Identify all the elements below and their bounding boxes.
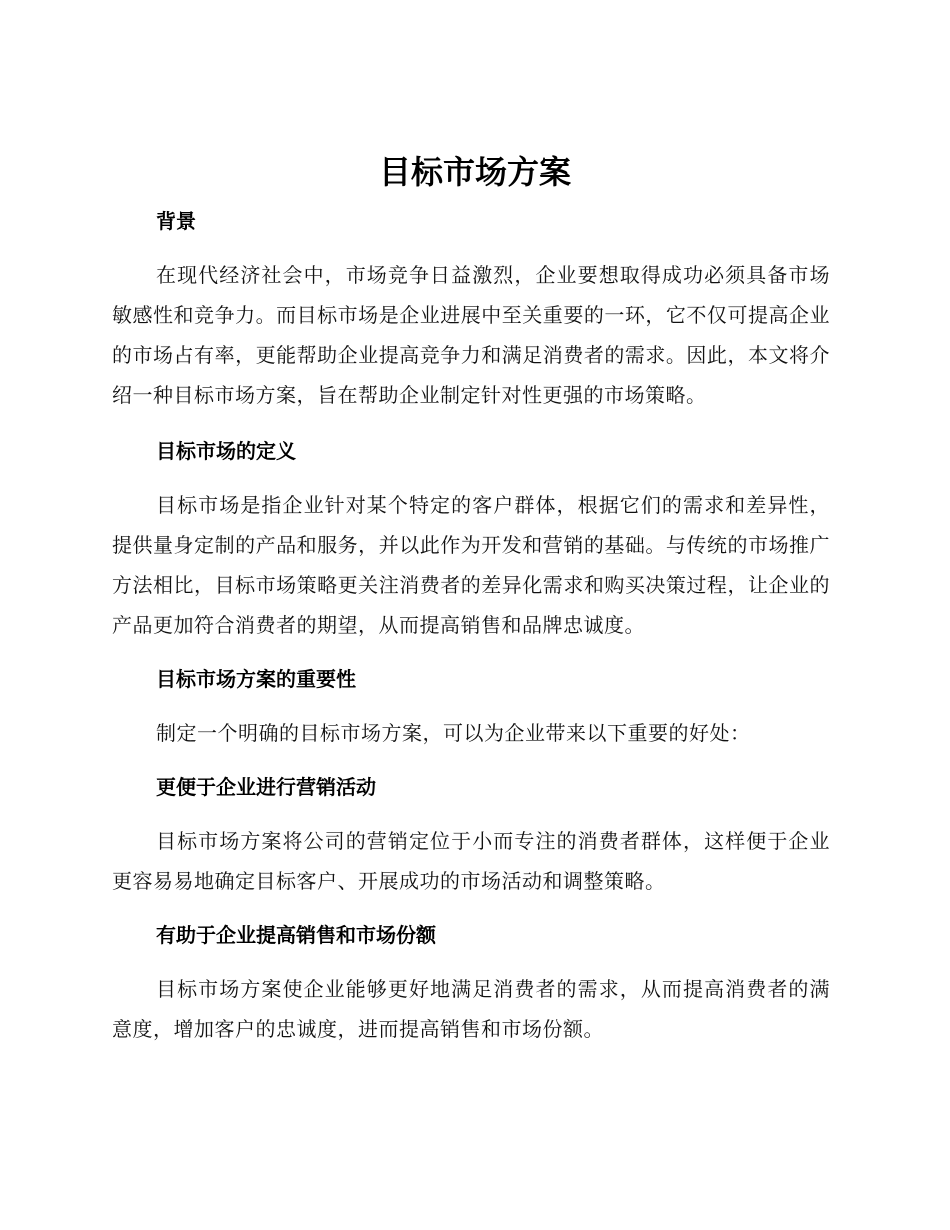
section-paragraph-background: 在现代经济社会中，市场竞争日益激烈，企业要想取得成功必须具备市场敏感性和竞争力。而目标市场是企业进展中至关重要的一环，它不仅可提高企业的市场占有率，更能帮助企业提高竞争力和满足消费者的需求。因此，本文将介绍一种目标市场方案，旨在帮助企业制定针对性更强的市场策略。 <box>112 263 830 407</box>
section-heading-importance: 目标市场方案的重要性 <box>156 667 356 691</box>
section-paragraph-sales: 目标市场方案使企业能够更好地满足消费者的需求，从而提高消费者的满意度，增加客户的忠诚度，进而提高销售和市场份额。 <box>112 977 830 1041</box>
section-heading-marketing: 更便于企业进行营销活动 <box>156 775 376 799</box>
section-paragraph-importance: 制定一个明确的目标市场方案，可以为企业带来以下重要的好处： <box>156 721 751 745</box>
section-paragraph-definition: 目标市场是指企业针对某个特定的客户群体，根据它们的需求和差异性，提供量身定制的产品和服务，并以此作为开发和营销的基础。与传统的市场推广方法相比，目标市场策略更关注消费者的差异化需求和购买决策过程，让企业的产品更加符合消费者的期望，从而提高销售和品牌忠诚度。 <box>112 493 830 637</box>
document-body <box>112 201 830 1049</box>
section-heading-sales: 有助于企业提高销售和市场份额 <box>156 923 436 947</box>
document-title: 目标市场方案 <box>378 153 571 191</box>
section-heading-definition: 目标市场的定义 <box>156 439 296 463</box>
section-paragraph-marketing: 目标市场方案将公司的营销定位于小而专注的消费者群体，这样便于企业更容易易地确定目标客户、开展成功的市场活动和调整策略。 <box>112 829 830 893</box>
section-heading-background: 背景 <box>156 209 196 233</box>
